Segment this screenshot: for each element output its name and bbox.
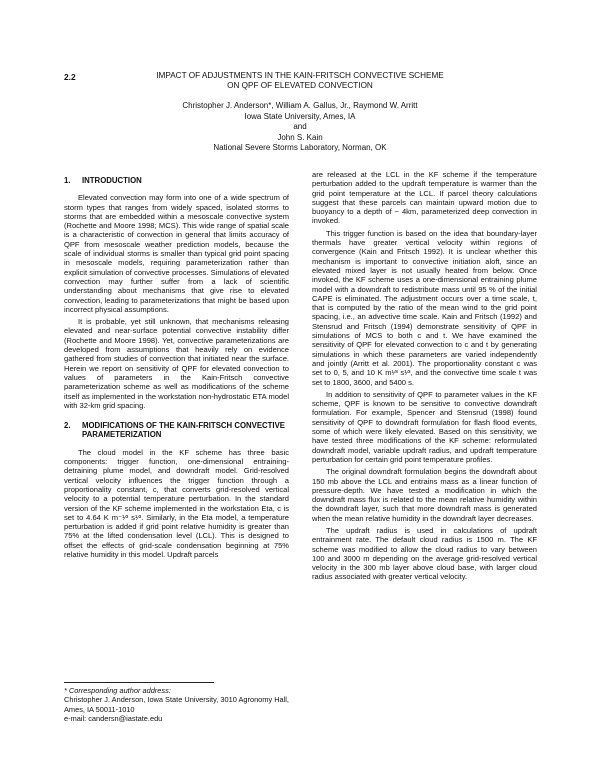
title-line-1: IMPACT OF ADJUSTMENTS IN THE KAIN-FRITSCH CONVECTIVE SCHEME [156, 71, 444, 80]
section-2-title: MODIFICATIONS OF THE KAIN-FRITSCH CONVECTIVE PARAMETERIZATION [82, 421, 286, 440]
body-paragraph: This trigger function is based on the idea that boundary-layer thermals have greater vertical velocity within regions of convergence (Kain and Fritsch 1992). It is unclear whether this mechanism is important to convective initiation aloft, since an elevated mixed layer is not usually heated from below. Once invoked, the KF scheme uses a one-dimensional entraining plume model with a downdraft to redistribute mass until 95 % of the initial CAPE is eliminated. The adjustment occurs over a time scale, t, that is computed by the ratio of the mean wind to the grid point spacing, i.e., an advective time scale. Kain and Fritsch (1992) and Stensrud and Fritsch (1994) demonstrate sensitivity of QPF in simulations of MCS to both c and t. We have examined the sensitivity of QPF for elevated convection to c and t by generating simulations in which these parameters are varied independently and jointly (Arritt et al. 2001). The proportionality constant c was set to 0, 5, and 10 K m¹⁄³ s¹⁄³, and the convective time scale t was set to 1800, 3600, and 5400 s. [312, 228, 537, 387]
section-1-heading [64, 176, 289, 185]
footnote-email: e-mail: candersn@iastate.edu [64, 714, 163, 724]
title-line-2: ON QPF OF ELEVATED CONVECTION [227, 81, 373, 90]
footnote [64, 682, 289, 724]
author-conjunction: and [293, 122, 307, 132]
paper-number: 2.2 [64, 72, 76, 82]
section-2-paragraph: The cloud model in the KF scheme has three basic components: trigger function, one-dimensional entraining-detraining plume model, and downdraft model. Grid-resolved vertical velocity influences the trigger function through a proportionality constant, c, that converts grid-resolved vertical velocity to a potential temperature perturbation. In the standard version of the KF scheme implemented in the workstation Eta, c is set to 4.64 K m⁻¹⁄³ s¹⁄³. Similarly, in the Eta model, a temperature perturbation is added if grid point relative humidity is greater than 75% at the lifted condensation level (LCL). This is designed to offset the effects of grid-scale condensation beginning at 75% relative humidity in this model. Updraft parcels [64, 447, 289, 559]
section-2-heading [64, 421, 289, 440]
footnote-address: Christopher J. Anderson, Iowa State University, 3010 Agronomy Hall, Ames, IA 50011-1010 [64, 695, 289, 714]
right-column [312, 170, 537, 585]
affiliation-2: National Severe Storms Laboratory, Norman, OK [213, 143, 387, 153]
body-paragraph: In addition to sensitivity of QPF to parameter values in the KF scheme, QPF is known to be sensitive to convective downdraft formulation. For example, Spencer and Stensrud (1998) found sensitivity of QPF to downdraft formulation for flash flood events, some of which were likely elevated. Based on this sensitivity, we have tested three modifications of the KF scheme: reformulated downdraft model, variable updraft radius, and updraft temperature perturbation for certain grid point temperature profiles. [312, 389, 537, 464]
paper-title [120, 71, 480, 91]
body-paragraph: The original downdraft formulation begins the downdraft about 150 mb above the LCL and entrains mass as a linear function of pressure-depth. We have tested a modification in which the downdraft mass flux is related to the mean relative humidity within the downdraft layer, such that more downdraft mass is generated when the mean relative humidity in the downdraft layer decreases. [312, 467, 537, 523]
author-names: Christopher J. Anderson*, William A. Gallus, Jr., Raymond W. Arritt [182, 101, 418, 110]
section-1-title: INTRODUCTION [82, 176, 142, 185]
section-1-paragraph: It is probable, yet still unknown, that mechanisms releasing elevated and near-surface potential convective instability differ (Rochette and Moore 1998). Yet, convective parameterizations are developed from assumptions that heavily rely on evidence gathered from studies of convection that initiated near the surface. Herein we report on sensitivity of QPF for elevated convection to values of parameters in the Kain-Fritsch convective parameterization scheme as well as modifications of the scheme itself as implemented in the workstation non-hydrostatic ETA model with 32-km grid spacing. [64, 317, 289, 410]
body-paragraph: The updraft radius is used in calculations of updraft entrainment rate. The default cloud radius is 1500 m. The KF scheme was modified to allow the cloud radius to vary between 100 and 3000 m depending on the average grid-resolved vertical velocity in the 300 mb layer above cloud base, with larger cloud radius associated with greater vertical velocity. [312, 525, 537, 582]
section-2-number: 2. [64, 421, 71, 431]
footnote-rule [64, 682, 214, 683]
body-paragraph: are released at the LCL in the KF scheme if the temperature perturbation added to the updraft temperature is warmer than the grid point temperature at the LCL. If parcel theory calculations suggest that these parcels can maintain upward motion due to buoyancy to a depth of ~ 4km, parameterized deep convection in invoked. [312, 170, 537, 226]
section-1-paragraph: Elevated convection may form into one of a wide spectrum of storm types that ranges from widely spaced, isolated storms to storms that are embedded within a mesoscale convective system (Rochette and Moore 1998; MCS). This wide range of spatial scale is a characteristic of convection in general that limits accuracy of QPF from mesoscale weather prediction models, because the scale of individual storms is smaller than typical grid point spacing in mesoscale models, requiring parameterization rather than explicit simulation of convective processes. Simulations of elevated convection may further suffer from a lack of scientific understanding about mechanisms that give rise to elevated convection, leading to parameterizations that might be based upon incorrect physical assumptions. [64, 193, 289, 314]
author-block [100, 101, 500, 154]
footnote-heading: * Corresponding author address: [64, 686, 171, 695]
left-column [64, 176, 289, 562]
author-name-2: John S. Kain [277, 132, 323, 142]
affiliation-1: Iowa State University, Ames, IA [244, 111, 356, 121]
section-1-number: 1. [64, 176, 71, 185]
